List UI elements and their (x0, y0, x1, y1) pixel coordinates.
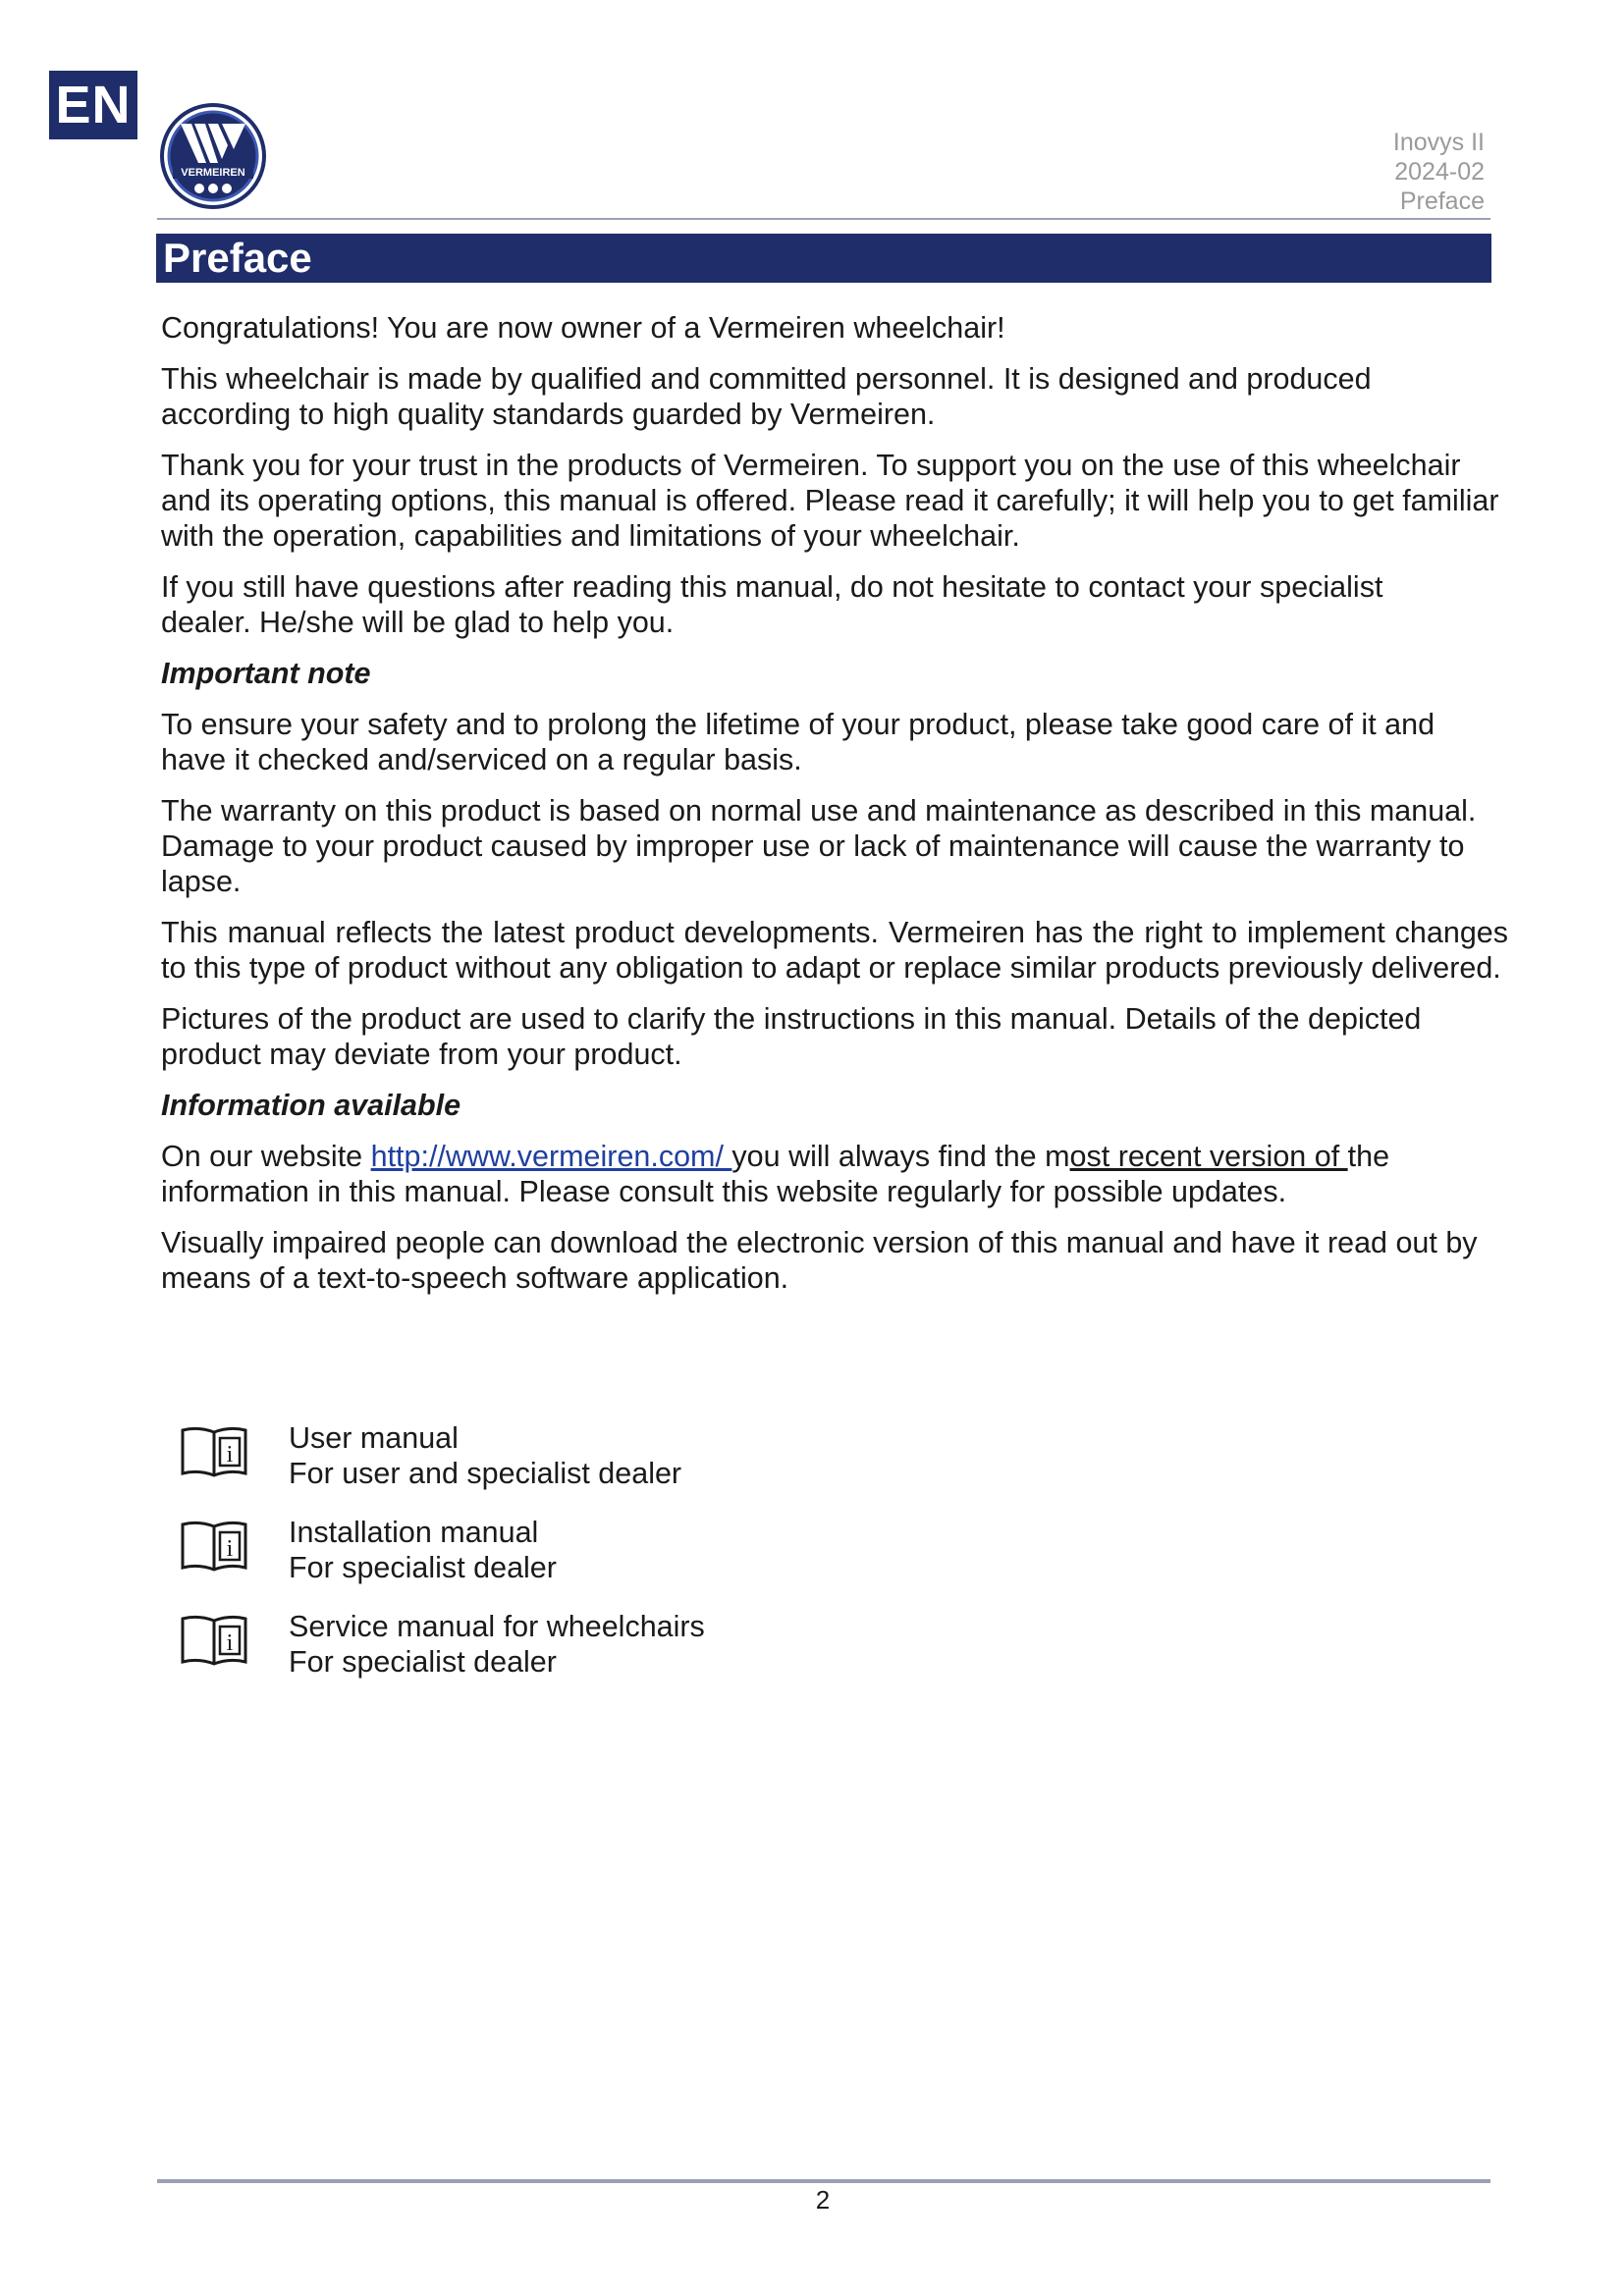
document-title: Service manual for wheelchairs (289, 1610, 705, 1643)
paragraph-congratulations: Congratulations! You are now owner of a Vermeiren wheelchair! (161, 311, 1005, 345)
header-meta (1393, 128, 1485, 216)
document-title: Installation manual (289, 1516, 539, 1549)
section-title: Preface (163, 235, 312, 281)
document-text (289, 1420, 681, 1491)
information-available-heading: Information available (161, 1089, 461, 1122)
header-divider (157, 218, 1490, 220)
section-title-bar (156, 234, 1491, 283)
document-text (289, 1609, 705, 1680)
page-number: 2 (815, 2185, 831, 2215)
paragraph-quality: This wheelchair is made by qualified and committed personnel. It is designed and produced according to high quality standards guarded by Vermeiren. (161, 362, 1372, 431)
paragraph-warranty: The warranty on this product is based on normal use and maintenance as described in this manual. Damage to your product caused by improper use or lack of maintenance will cause the warranty to lapse. (161, 794, 1477, 898)
paragraph-questions: If you still have questions after reading this manual, do not hesitate to contact your specialist dealer. He/she will be glad to help you. (161, 570, 1383, 639)
manual-info-icon (181, 1519, 247, 1574)
website-text-after: the information in this manual. Please consult this website regularly for possible updates. (161, 1140, 1390, 1208)
document-text (289, 1515, 557, 1585)
paragraph-developments: This manual reflects the latest product developments. Vermeiren has the right to implement changes to this type of product without any obligation to adapt or replace similar products previously delivered. (161, 916, 1508, 985)
website-link[interactable]: http://www.vermeiren.com/ (370, 1140, 732, 1173)
website-text-underlined: ost recent version of (1069, 1140, 1348, 1173)
paragraph-website (161, 1139, 1467, 1209)
product-name: Inovys II (1392, 129, 1485, 156)
website-text-before: On our website (161, 1140, 371, 1173)
manual-info-icon (181, 1613, 247, 1668)
paragraph-safety: To ensure your safety and to prolong the lifetime of your product, please take good care of it and have it checked and/serviced on a regular basis. (161, 708, 1435, 776)
svg-text:i: i (226, 1630, 234, 1656)
document-title: User manual (289, 1421, 459, 1455)
manual-info-icon (181, 1424, 247, 1479)
paragraph-visually-impaired: Visually impaired people can download the electronic version of this manual and have it read out by means of a text-to-speech software application. (161, 1226, 1478, 1295)
important-note-heading: Important note (161, 657, 371, 690)
footer-divider (157, 2179, 1490, 2183)
document-date: 2024-02 (1394, 158, 1485, 186)
svg-text:i: i (226, 1536, 234, 1562)
paragraph-pictures: Pictures of the product are used to clarify the instructions in this manual. Details of the depicted product may deviate from your product. (161, 1002, 1422, 1071)
svg-text:VERMEIREN: VERMEIREN (181, 167, 245, 179)
section-name: Preface (1399, 187, 1485, 215)
paragraph-thank-you: Thank you for your trust in the products of Vermeiren. To support you on the use of this wheelchair and its operating options, this manual is offered. Please read it carefully; it will help you to get familiar with the operation, capabilities and limitations of your wheelchair. (161, 449, 1499, 553)
preface-content (161, 310, 1516, 1311)
website-text-middle: you will always find the m (731, 1140, 1070, 1173)
vermeiren-logo (159, 102, 267, 210)
svg-text:i: i (226, 1442, 234, 1468)
language-badge: EN (49, 71, 137, 139)
document-audience: For specialist dealer (289, 1551, 557, 1584)
document-audience: For user and specialist dealer (289, 1457, 682, 1490)
document-audience: For specialist dealer (289, 1645, 557, 1679)
